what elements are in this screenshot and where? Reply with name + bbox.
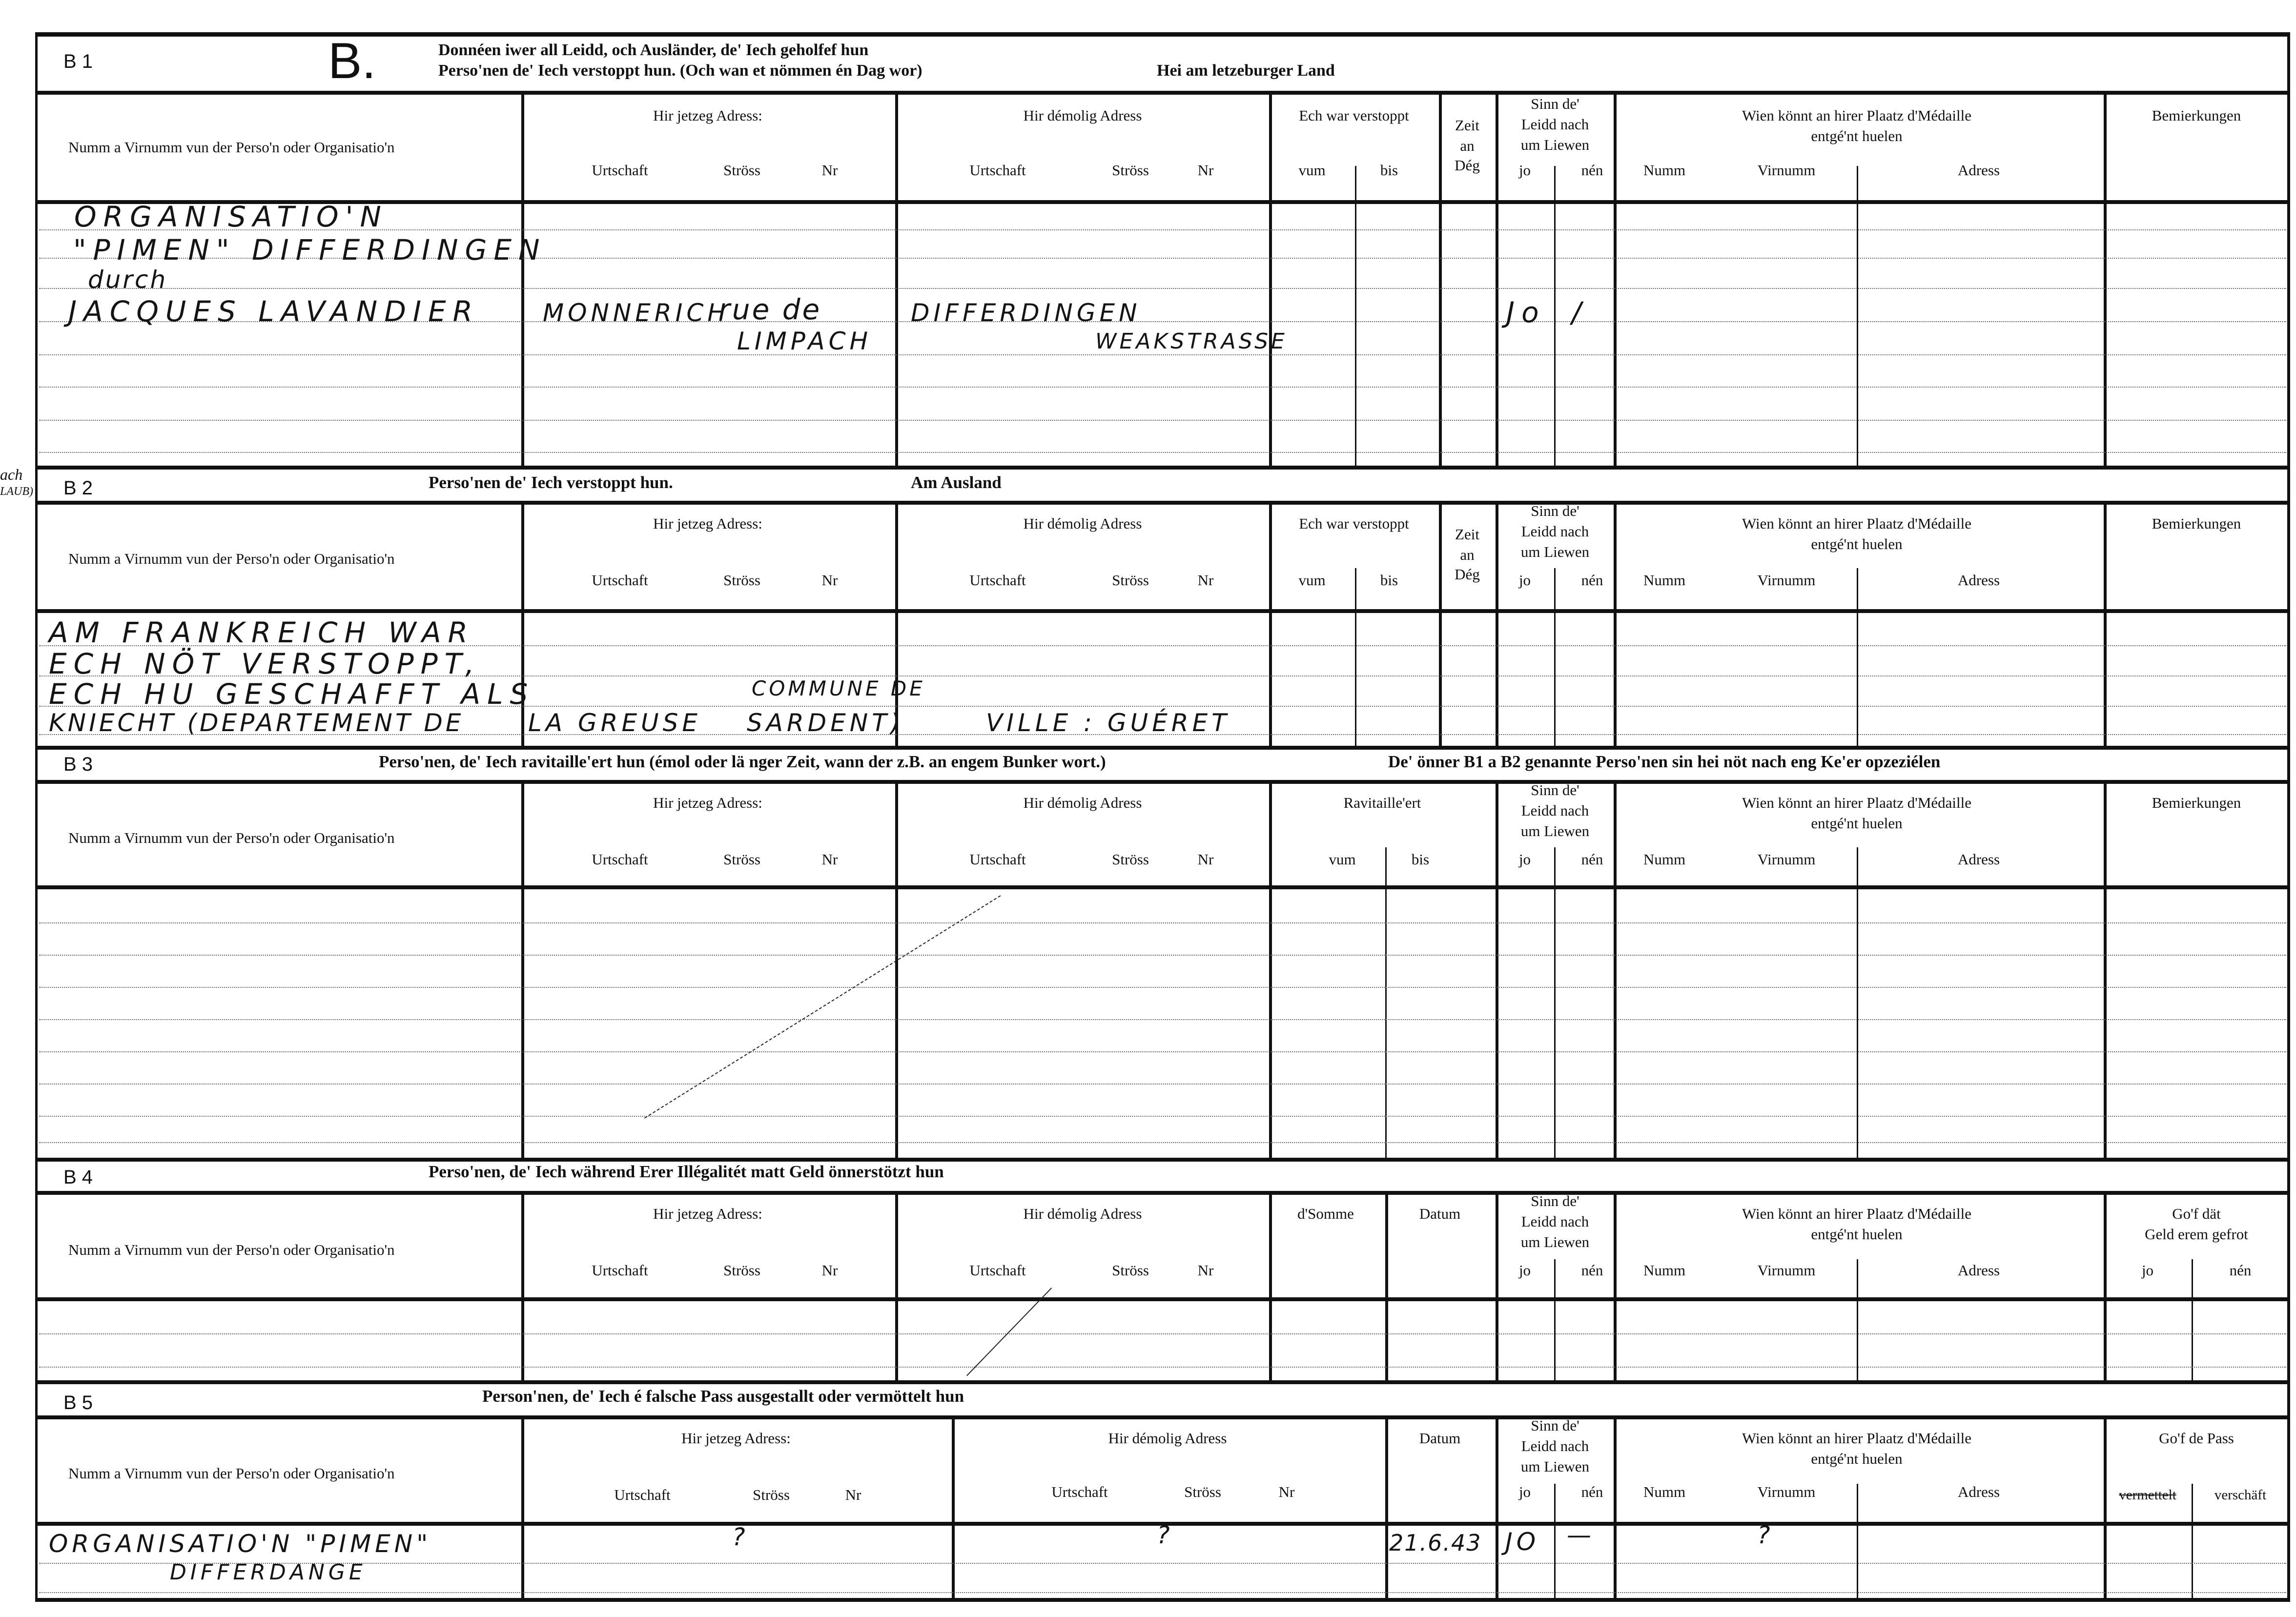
- b3-top-line: [38, 746, 2287, 750]
- b5-col-yes: jo: [1518, 1483, 1531, 1500]
- b4-col-current: Hir jetzeg Adress:: [653, 1205, 762, 1222]
- b3-row-line: [39, 1019, 2286, 1020]
- b5-col-alive3: um Liewen: [1520, 1458, 1590, 1475]
- b1-col-person: Numm a Virnumm vun der Perso'n oder Organisatio'n: [68, 139, 395, 156]
- b4-col-yes2: jo: [2141, 1262, 2154, 1279]
- b3-col-supplied: Ravitaille'ert: [1343, 794, 1421, 811]
- b2-title2: Am Ausland: [911, 473, 1002, 492]
- b3-row-line: [39, 1142, 2286, 1143]
- b4-col-no: nén: [1581, 1262, 1603, 1279]
- b1-hw-ruede: rue de: [718, 293, 822, 326]
- b2-vline: [1355, 568, 1356, 746]
- b1-col-nr2: Nr: [1197, 162, 1214, 179]
- b4-top-line: [38, 1158, 2287, 1162]
- b3-col-medal2: entgé'nt huelen: [1811, 815, 1903, 832]
- b1-hw-slash: /: [1572, 296, 1588, 329]
- b4-vline: [521, 1193, 524, 1380]
- b4-col-sum: d'Somme: [1297, 1205, 1354, 1222]
- b3-row-line: [39, 1084, 2286, 1085]
- b3-col-alive3: um Liewen: [1520, 822, 1590, 839]
- b1-col-medal2: entgé'nt huelen: [1811, 127, 1903, 144]
- b1-header-line: [38, 91, 2287, 95]
- b5-col-town2: Urtschaft: [1051, 1483, 1108, 1500]
- b4-vline: [1857, 1259, 1858, 1380]
- b5-vline: [952, 1417, 955, 1601]
- b1-row-line: [39, 288, 2286, 289]
- b3-vline: [1857, 847, 1858, 1158]
- b2-col-yes: jo: [1518, 572, 1531, 589]
- b1-row-line: [39, 354, 2286, 355]
- b1-hw-org: ORGANISATIO'N: [74, 200, 388, 233]
- b5-hw-q1: ?: [732, 1523, 749, 1551]
- b3-col-person: Numm a Virnumm vun der Perso'n oder Organisatio'n: [68, 829, 395, 846]
- b5-col-current: Hir jetzeg Adress:: [681, 1430, 791, 1447]
- b4-row-line: [39, 1333, 2286, 1334]
- b2-header-line: [38, 501, 2287, 505]
- b1-col-street2: Ströss: [1112, 162, 1149, 179]
- b1-col-current: Hir jetzeg Adress:: [653, 107, 762, 124]
- b3-header-line: [38, 780, 2287, 784]
- b1-col-firstname: Virnumm: [1757, 162, 1816, 179]
- b3-col-former: Hir démolig Adress: [1023, 794, 1142, 811]
- b3-col-street2: Ströss: [1112, 851, 1149, 868]
- b1-hw-differdingen: DIFFERDINGEN: [911, 299, 1141, 327]
- b2-col-nr2: Nr: [1197, 572, 1214, 589]
- b4-vline: [895, 1193, 898, 1380]
- b4-vline: [2104, 1193, 2107, 1380]
- b5-vline: [1554, 1484, 1556, 1601]
- b3-col-alive1: Sinn de': [1531, 781, 1579, 798]
- b5-hw-date: 21.6.43: [1389, 1530, 1482, 1556]
- b2-hw-line3: ECH HU GESCHAFFT ALS: [49, 677, 535, 711]
- b4-col-yes: jo: [1518, 1262, 1531, 1279]
- b4-col-alive3: um Liewen: [1520, 1233, 1590, 1250]
- b2-col-name: Numm: [1643, 572, 1686, 589]
- b2-col-time: Zeit: [1455, 526, 1479, 543]
- b5-col-street: Ströss: [753, 1486, 790, 1503]
- b5-vline: [2192, 1484, 2193, 1601]
- b5-col-pass: Go'f de Pass: [2159, 1430, 2234, 1447]
- b2-col-hidden: Ech war verstoppt: [1299, 515, 1409, 532]
- b1-vline: [1269, 93, 1272, 466]
- b1-col-alive1: Sinn de': [1531, 95, 1579, 112]
- b4-row-line: [39, 1367, 2286, 1368]
- margin-note-line2: LAUB): [0, 485, 33, 498]
- b5-hw-jo: JO: [1505, 1528, 1540, 1556]
- b4-header-line: [38, 1191, 2287, 1195]
- b3-col-from: vum: [1329, 851, 1356, 868]
- b2-col-medal2: entgé'nt huelen: [1811, 535, 1903, 553]
- b3-row-line: [39, 1116, 2286, 1117]
- b2-top-line: [38, 466, 2287, 470]
- b1-col-time3: Dég: [1455, 157, 1480, 174]
- b5-vline: [2104, 1417, 2107, 1601]
- b4-col-nr2: Nr: [1197, 1262, 1214, 1279]
- b1-vline: [895, 93, 898, 466]
- b1-title1: Donnéen iwer all Leidd, och Ausländer, de' Iech geholfef hun: [438, 41, 869, 59]
- b5-hw-q3: ?: [1757, 1521, 1774, 1549]
- b1-code: B 1: [63, 51, 93, 72]
- b4-col-name: Numm: [1643, 1262, 1686, 1279]
- b5-title1: Person'nen, de' Iech é falsche Pass ausgestallt oder vermöttelt hun: [482, 1387, 964, 1406]
- b3-vline: [1614, 782, 1617, 1158]
- b2-hw-line4: KNIECHT (DEPARTEMENT DE: [49, 709, 464, 737]
- b2-hw-sardent: SARDENT): [747, 709, 904, 737]
- b1-hw-lavandier: JACQUES LAVANDIER: [68, 295, 479, 328]
- b5-col-issued: verschäft: [2214, 1487, 2267, 1503]
- b4-col-address: Adress: [1957, 1262, 2000, 1279]
- b2-col-time2: an: [1460, 546, 1475, 563]
- b2-col-current: Hir jetzeg Adress:: [653, 515, 762, 532]
- b1-col-from: vum: [1298, 162, 1326, 179]
- b2-col-former: Hir démolig Adress: [1023, 515, 1142, 532]
- b5-col-name: Numm: [1643, 1483, 1686, 1500]
- b5-row-line: [39, 1592, 2286, 1593]
- b3-vline: [521, 782, 524, 1158]
- b3-row-line: [39, 955, 2286, 956]
- b1-vline: [1439, 93, 1442, 466]
- b4-vline: [1385, 1193, 1388, 1380]
- b3-col-no: nén: [1581, 851, 1603, 868]
- b3-col-town2: Urtschaft: [969, 851, 1026, 868]
- b5-hw-differdange: DIFFERDANGE: [170, 1560, 367, 1585]
- b1-vline: [1496, 93, 1498, 466]
- margin-note-line1: ach: [0, 466, 23, 483]
- b2-col-alive3: um Liewen: [1520, 543, 1590, 560]
- b5-col-nr: Nr: [845, 1486, 861, 1503]
- b2-col-town: Urtschaft: [592, 572, 648, 589]
- b4-col-person: Numm a Virnumm vun der Perso'n oder Organisatio'n: [68, 1241, 395, 1258]
- b1-title3: Hei am letzeburger Land: [1157, 61, 1335, 80]
- b1-col-town2: Urtschaft: [969, 162, 1026, 179]
- b1-vline: [521, 93, 524, 466]
- b5-hw-org: ORGANISATIO'N "PIMEN": [49, 1530, 432, 1558]
- b2-hw-gueret: VILLE : GUÉRET: [986, 709, 1230, 737]
- b2-col-alive1: Sinn de': [1531, 502, 1579, 519]
- b1-col-street: Ströss: [723, 162, 760, 179]
- b1-hw-pimen: "PIMEN" DIFFERDINGEN: [73, 233, 547, 266]
- b5-header-line: [38, 1415, 2287, 1419]
- b2-vline: [1857, 568, 1858, 746]
- b2-hw-commune: COMMUNE DE: [752, 676, 925, 700]
- b1-col-address: Adress: [1957, 162, 2000, 179]
- b3-vline: [1269, 782, 1272, 1158]
- b2-col-street2: Ströss: [1112, 572, 1149, 589]
- b2-code: B 2: [63, 477, 93, 499]
- b2-vline: [1614, 503, 1617, 746]
- b4-vline: [1269, 1193, 1272, 1380]
- b1-col-alive3: um Liewen: [1520, 136, 1590, 153]
- b3-code: B 3: [63, 754, 93, 775]
- b1-vline: [1614, 93, 1617, 466]
- b5-vline: [521, 1417, 524, 1601]
- b3-row-line: [39, 922, 2286, 923]
- b2-col-person: Numm a Virnumm vun der Perso'n oder Organisatio'n: [68, 550, 395, 567]
- b3-col-town: Urtschaft: [592, 851, 648, 868]
- b3-vline: [2104, 782, 2107, 1158]
- b2-hw-line1: AM FRANKREICH WAR: [49, 616, 474, 649]
- b5-vline: [1614, 1417, 1617, 1601]
- b1-col-medal1: Wien könnt an hirer Plaatz d'Médaille: [1742, 107, 1972, 124]
- b5-col-person: Numm a Virnumm vun der Perso'n oder Organisatio'n: [68, 1465, 395, 1482]
- b1-hw-monnerich: MONNERICH: [543, 299, 730, 327]
- b4-col-town: Urtschaft: [592, 1262, 648, 1279]
- b2-col-medal1: Wien könnt an hirer Plaatz d'Médaille: [1742, 515, 1972, 532]
- b1-col-former: Hir démolig Adress: [1023, 107, 1142, 124]
- b1-col-time2: an: [1460, 137, 1475, 154]
- b2-col-firstname: Virnumm: [1757, 572, 1816, 589]
- b1-vline: [2104, 93, 2107, 466]
- b5-row-line: [39, 1563, 2286, 1564]
- b5-col-date: Datum: [1419, 1430, 1461, 1447]
- b2-hw-creuse: LA GREUSE: [528, 709, 701, 737]
- b2-vline: [2104, 503, 2107, 746]
- b1-col-alive2: Leidd nach: [1521, 116, 1589, 133]
- b3-vline: [1496, 782, 1498, 1158]
- b2-vline: [1439, 503, 1442, 746]
- b2-vline: [1496, 503, 1498, 746]
- b1-col-time: Zeit: [1455, 117, 1479, 134]
- b4-vline: [2192, 1259, 2193, 1380]
- b4-vline: [1496, 1193, 1498, 1380]
- b2-title1: Perso'nen de' Iech verstoppt hun.: [429, 473, 673, 492]
- b1-col-hidden: Ech war verstoppt: [1299, 107, 1409, 124]
- b1-hw-street: WEAKSTRASSE: [1095, 329, 1288, 354]
- b2-vline: [1554, 568, 1556, 746]
- b2-body-line: [38, 609, 2287, 613]
- b4-col-street: Ströss: [723, 1262, 760, 1279]
- b2-vline: [1269, 503, 1272, 746]
- b5-hw-dash: —: [1567, 1521, 1595, 1549]
- b3-col-to: bis: [1411, 851, 1430, 868]
- b3-title2: De' önner B1 a B2 genannte Perso'nen sin hei nöt nach eng Ke'er opzeziélen: [1388, 752, 1941, 771]
- b1-hw-jo: Jo: [1506, 296, 1546, 329]
- b4-col-alive2: Leidd nach: [1521, 1213, 1589, 1230]
- b2-col-street: Ströss: [723, 572, 760, 589]
- b1-hw-durch: durch: [88, 266, 168, 294]
- b5-vline: [1385, 1417, 1388, 1601]
- b3-title1: Perso'nen, de' Iech ravitaille'ert hun (émol oder lä nger Zeit, wann der z.B. an engem Bunker wort.): [379, 752, 1106, 771]
- b1-hw-limpach: LIMPACH: [737, 327, 872, 355]
- b4-col-date: Datum: [1419, 1205, 1461, 1222]
- b3-row-line: [39, 1051, 2286, 1052]
- b4-title1: Perso'nen, de' Iech während Erer Illégalitét matt Geld önnerstötzt hun: [429, 1162, 944, 1181]
- b5-col-nr2: Nr: [1278, 1483, 1295, 1500]
- b3-col-medal1: Wien könnt an hirer Plaatz d'Médaille: [1742, 794, 1972, 811]
- b3-col-remarks: Bemierkungen: [2152, 794, 2241, 811]
- b5-col-alive2: Leidd nach: [1521, 1437, 1589, 1454]
- b4-col-former: Hir démolig Adress: [1023, 1205, 1142, 1222]
- b5-col-firstname: Virnumm: [1757, 1483, 1816, 1500]
- b5-col-alive1: Sinn de': [1531, 1417, 1579, 1434]
- b2-col-from: vum: [1298, 572, 1326, 589]
- b5-code: B 5: [63, 1392, 93, 1413]
- b1-col-yes: jo: [1518, 162, 1531, 179]
- b4-col-gave1: Go'f dät: [2172, 1205, 2221, 1222]
- b3-row-line: [39, 987, 2286, 988]
- b4-col-town2: Urtschaft: [969, 1262, 1026, 1279]
- b3-col-firstname: Virnumm: [1757, 851, 1816, 868]
- b2-col-address: Adress: [1957, 572, 2000, 589]
- b4-col-medal2: entgé'nt huelen: [1811, 1226, 1903, 1243]
- b1-col-nr: Nr: [821, 162, 838, 179]
- b1-col-remarks: Bemierkungen: [2152, 107, 2241, 124]
- b1-col-no: nén: [1581, 162, 1603, 179]
- b4-col-no2: nén: [2229, 1262, 2252, 1279]
- b1-title2: Perso'nen de' Iech verstoppt hun. (Och wan et nömmen én Dag wor): [438, 61, 922, 80]
- b5-col-town: Urtschaft: [614, 1486, 671, 1503]
- b3-col-street: Ströss: [723, 851, 760, 868]
- b5-col-address: Adress: [1957, 1483, 2000, 1500]
- b3-col-nr: Nr: [821, 851, 838, 868]
- b5-top-line: [38, 1380, 2287, 1384]
- b5-col-medal2: entgé'nt huelen: [1811, 1450, 1903, 1467]
- b3-col-name: Numm: [1643, 851, 1686, 868]
- b2-col-town2: Urtschaft: [969, 572, 1026, 589]
- b4-vline: [1554, 1259, 1556, 1380]
- b3-vline: [1385, 847, 1387, 1158]
- b4-col-firstname: Virnumm: [1757, 1262, 1816, 1279]
- b5-col-street2: Ströss: [1184, 1483, 1221, 1500]
- b3-body-line: [38, 885, 2287, 889]
- b4-col-street2: Ströss: [1112, 1262, 1149, 1279]
- b5-col-former: Hir démolig Adress: [1108, 1430, 1227, 1447]
- b5-vline: [1496, 1417, 1498, 1601]
- b3-vline: [895, 782, 898, 1158]
- b4-col-medal1: Wien könnt an hirer Plaatz d'Médaille: [1742, 1205, 1972, 1222]
- b1-col-to: bis: [1380, 162, 1398, 179]
- b5-vline: [1857, 1484, 1858, 1601]
- b1-row-line: [39, 420, 2286, 421]
- b4-col-alive1: Sinn de': [1531, 1192, 1579, 1209]
- b2-col-alive2: Leidd nach: [1521, 523, 1589, 540]
- b2-col-no: nén: [1581, 572, 1603, 589]
- b3-col-current: Hir jetzeg Adress:: [653, 794, 762, 811]
- b2-col-nr: Nr: [821, 572, 838, 589]
- b3-col-address: Adress: [1957, 851, 2000, 868]
- b4-code: B 4: [63, 1167, 93, 1188]
- b1-row-line: [39, 452, 2286, 453]
- b3-vline: [1554, 847, 1556, 1158]
- b2-col-remarks: Bemierkungen: [2152, 515, 2241, 532]
- b1-letter: B.: [328, 33, 376, 89]
- b1-row-line: [39, 387, 2286, 388]
- b2-col-time3: Dég: [1455, 566, 1480, 583]
- b1-col-name: Numm: [1643, 162, 1686, 179]
- b3-col-alive2: Leidd nach: [1521, 802, 1589, 819]
- b3-col-nr2: Nr: [1197, 851, 1214, 868]
- b3-col-yes: jo: [1518, 851, 1531, 868]
- b2-col-to: bis: [1380, 572, 1398, 589]
- b5-hw-q2: ?: [1157, 1521, 1174, 1549]
- b4-col-gave2: Geld erem gefrot: [2145, 1226, 2248, 1243]
- b4-vline: [1614, 1193, 1617, 1380]
- b1-col-town: Urtschaft: [592, 162, 648, 179]
- b4-body-line: [38, 1297, 2287, 1301]
- b5-col-returned: vermettelt: [2119, 1487, 2176, 1503]
- b5-col-medal1: Wien könnt an hirer Plaatz d'Médaille: [1742, 1430, 1972, 1447]
- b4-col-nr: Nr: [821, 1262, 838, 1279]
- b5-col-no: nén: [1581, 1483, 1603, 1500]
- b2-hw-line2: ECH NÖT VERSTOPPT,: [49, 647, 481, 680]
